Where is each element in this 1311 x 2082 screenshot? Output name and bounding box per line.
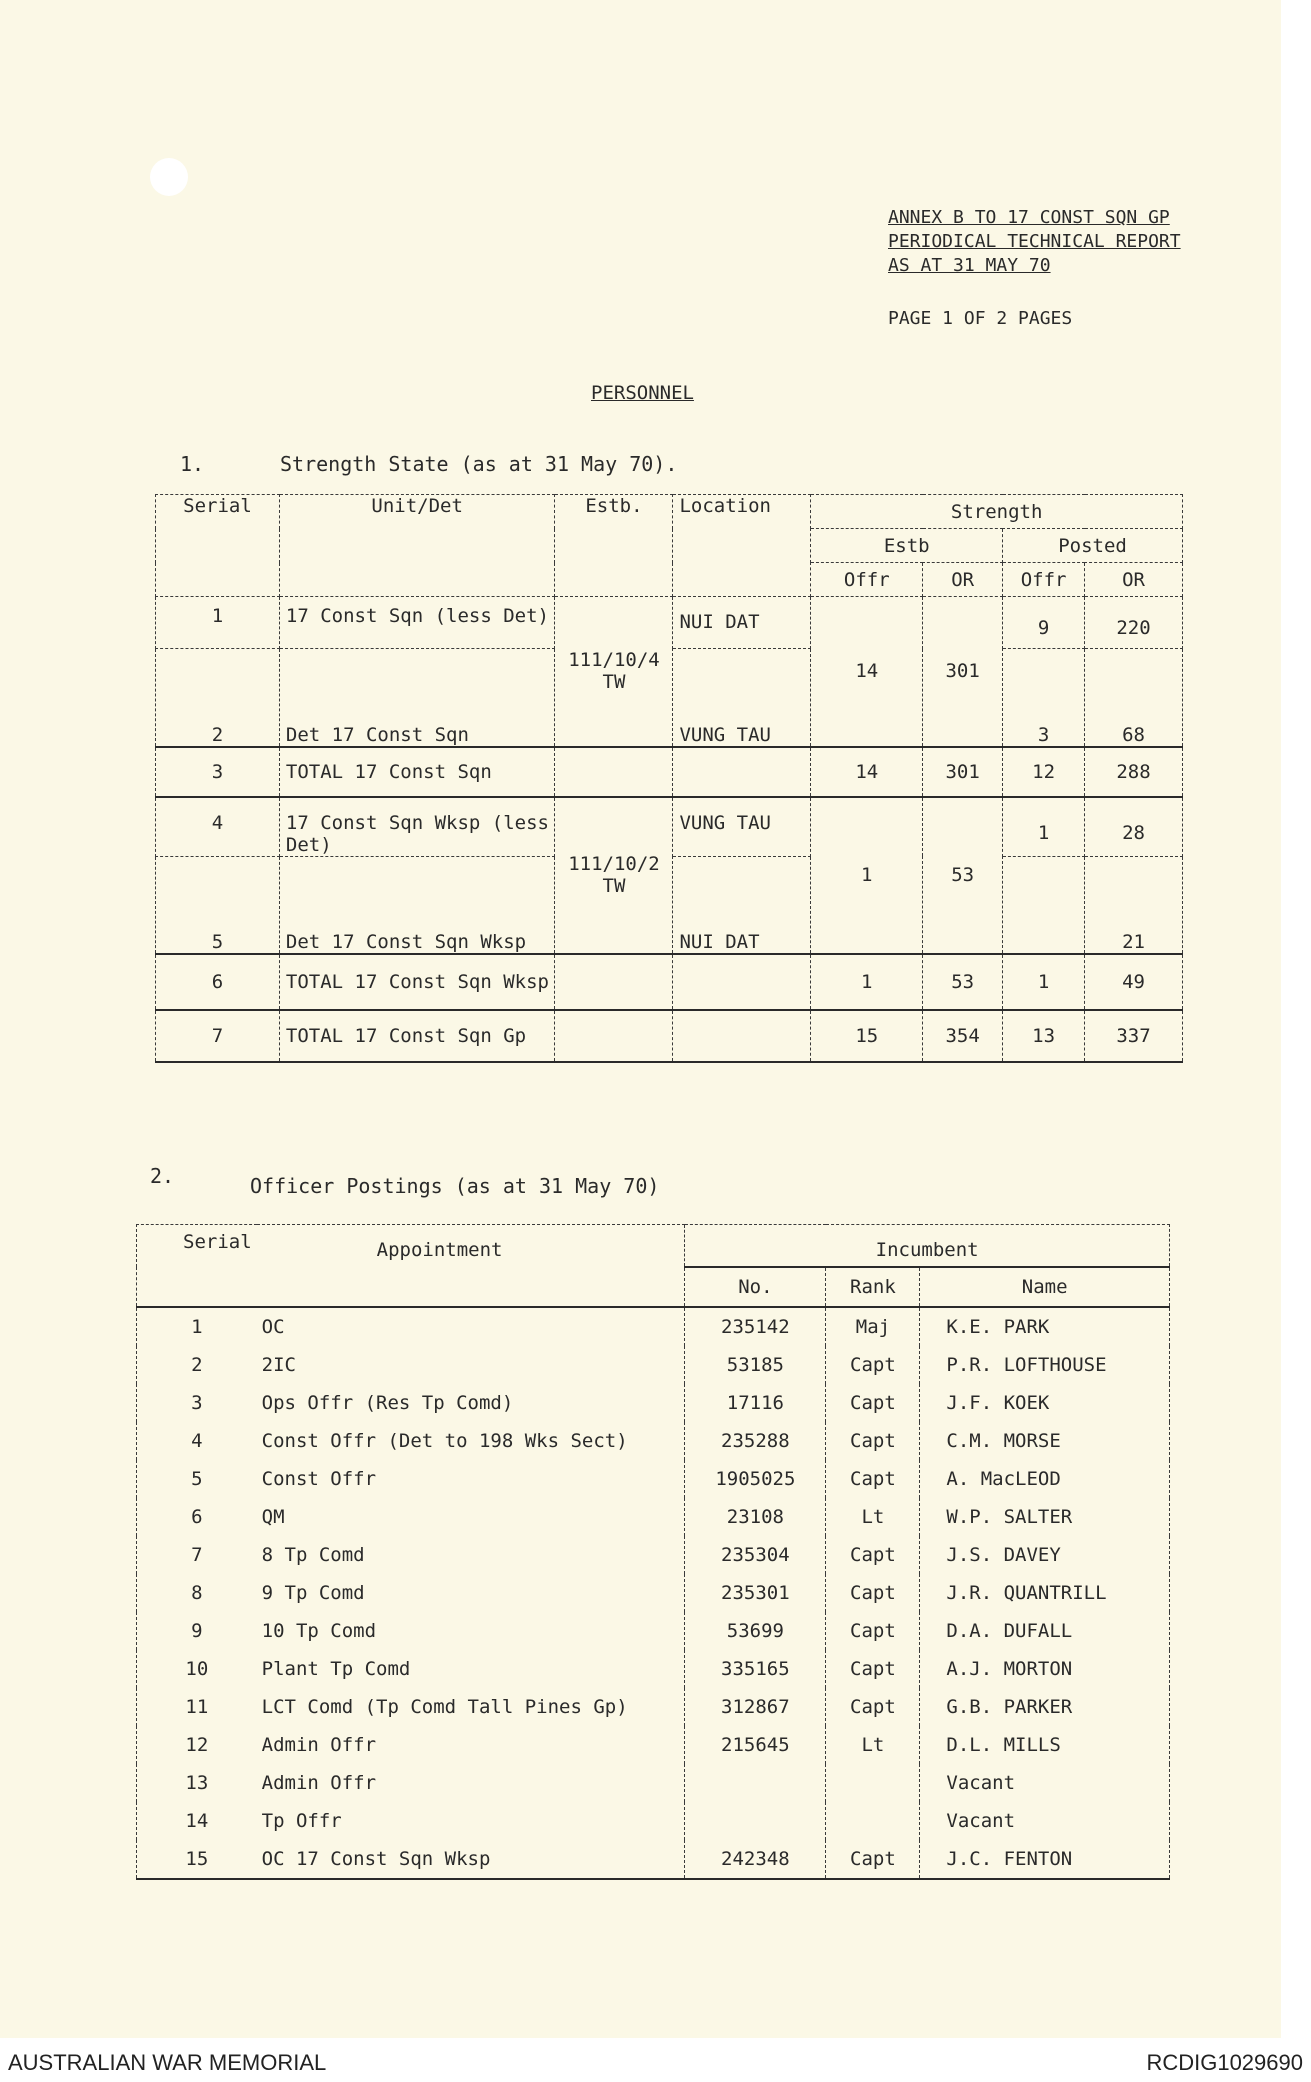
serial-cell: 10 [137, 1650, 257, 1688]
strength-state-table [155, 494, 1183, 1063]
estb-cell: 111/10/4 TW [555, 597, 673, 747]
rank-cell: Capt [826, 1612, 920, 1650]
table-row [137, 1650, 1170, 1688]
serial-cell: 4 [156, 797, 280, 857]
header-spacer [257, 1267, 685, 1307]
serial-cell: 13 [137, 1764, 257, 1802]
footer-left: AUSTRALIAN WAR MEMORIAL [8, 2050, 327, 2075]
table-row [137, 1536, 1170, 1574]
table-row [137, 1612, 1170, 1650]
service-number-cell: 235142 [685, 1307, 826, 1346]
serial-cell: 12 [137, 1726, 257, 1764]
name-cell: G.B. PARKER [920, 1688, 1170, 1726]
appointment-cell: 8 Tp Comd [261, 1543, 365, 1566]
appointment-cell: OC [261, 1315, 285, 1338]
rank-cell: Lt [826, 1498, 920, 1536]
unit-cell: 17 Const Sqn Wksp (less Det) [279, 797, 555, 857]
estb-offr-cell: 14 [811, 747, 923, 797]
location-cell [673, 954, 811, 1010]
serial-cell: 11 [137, 1688, 257, 1726]
name-cell: J.C. FENTON [920, 1840, 1170, 1879]
posted-offr-cell [1003, 856, 1085, 954]
posted-or-cell: 288 [1085, 747, 1183, 797]
header-serial: Serial [156, 495, 280, 597]
name-cell: J.S. DAVEY [920, 1536, 1170, 1574]
table-row [137, 1688, 1170, 1726]
header-strength: Strength [811, 495, 1183, 529]
table-row [137, 1346, 1170, 1384]
service-number-cell: 53185 [685, 1346, 826, 1384]
header-posted-or: OR [1085, 563, 1183, 597]
estb-or-cell: 53 [923, 954, 1003, 1010]
estb-offr-cell: 1 [811, 797, 923, 955]
table-row [137, 1422, 1170, 1460]
posted-offr-cell: 9 [1003, 597, 1085, 649]
estb-offr-cell: 1 [811, 954, 923, 1010]
section-2-heading: Officer Postings (as at 31 May 70) [250, 1174, 660, 1198]
name-cell: A. MacLEOD [920, 1460, 1170, 1498]
serial-cell: 3 [156, 747, 280, 797]
serial-cell: 6 [137, 1498, 257, 1536]
estb-cell [555, 1010, 673, 1062]
service-number-cell: 1905025 [685, 1460, 826, 1498]
unit-cell: TOTAL 17 Const Sqn Gp [279, 1010, 555, 1062]
table-row [137, 1840, 1170, 1879]
serial-cell: 1 [156, 597, 280, 649]
posted-or-cell: 220 [1085, 597, 1183, 649]
unit-cell: 17 Const Sqn (less Det) [279, 597, 555, 649]
estb-or-cell: 53 [923, 797, 1003, 955]
service-number-cell: 23108 [685, 1498, 826, 1536]
service-number-cell: 335165 [685, 1650, 826, 1688]
table-row [137, 1574, 1170, 1612]
table-row [137, 1802, 1170, 1840]
name-cell: J.R. QUANTRILL [920, 1574, 1170, 1612]
header-estb-or: OR [923, 563, 1003, 597]
serial-cell: 6 [156, 954, 280, 1010]
serial-cell: 9 [137, 1612, 257, 1650]
posted-or-cell: 28 [1085, 797, 1183, 857]
header-estb: Estb. [555, 495, 673, 597]
unit-cell: Det 17 Const Sqn [279, 649, 555, 747]
posted-or-cell: 49 [1085, 954, 1183, 1010]
name-cell: C.M. MORSE [920, 1422, 1170, 1460]
unit-cell: Det 17 Const Sqn Wksp [279, 856, 555, 954]
appointment-cell: OC 17 Const Sqn Wksp [257, 1840, 685, 1879]
annex-line: AS AT 31 MAY 70 [888, 255, 1051, 276]
appointment-cell: Admin Offr [261, 1771, 377, 1794]
rank-cell: Capt [826, 1536, 920, 1574]
table-row [137, 1764, 1170, 1802]
name-cell: A.J. MORTON [920, 1650, 1170, 1688]
appointment-cell: Const Offr (Det to 198 Wks Sect) [261, 1429, 628, 1452]
appointment-cell: 10 Tp Comd [261, 1619, 377, 1642]
serial-cell: 7 [156, 1010, 280, 1062]
location-cell: NUI DAT [673, 856, 811, 954]
name-cell: W.P. SALTER [920, 1498, 1170, 1536]
rank-cell: Capt [826, 1688, 920, 1726]
serial-cell: 2 [156, 649, 280, 747]
serial-cell: 5 [156, 856, 280, 954]
estb-or-cell: 301 [923, 597, 1003, 747]
rank-cell: Maj [826, 1307, 920, 1346]
appointment-cell: QM [261, 1505, 285, 1528]
postings-body [137, 1307, 1170, 1879]
section-1-number: 1. [180, 452, 205, 476]
name-cell: D.L. MILLS [920, 1726, 1170, 1764]
header-location: Location [673, 495, 811, 597]
header-name: Name [920, 1267, 1170, 1307]
header-posted-offr: Offr [1003, 563, 1085, 597]
header-estb-offr: Offr [811, 563, 923, 597]
location-cell [673, 1010, 811, 1062]
serial-cell: 8 [137, 1574, 257, 1612]
table-row [137, 1726, 1170, 1764]
rank-cell: Capt [826, 1650, 920, 1688]
header-serial: Serial [137, 1225, 257, 1267]
header-posted: Posted [1003, 529, 1183, 563]
officer-postings-table [136, 1224, 1170, 1880]
header-no: No. [685, 1267, 826, 1307]
service-number-cell: 53699 [685, 1612, 826, 1650]
estb-offr-cell: 14 [811, 597, 923, 747]
serial-cell: 4 [137, 1422, 257, 1460]
footer-right: RCDIG1029690 [1146, 2050, 1303, 2075]
table-row [137, 1384, 1170, 1422]
punch-hole [150, 158, 188, 196]
annex-line: ANNEX B TO 17 CONST SQN GP [888, 207, 1170, 228]
appointment-cell: Const Offr [261, 1467, 377, 1490]
posted-or-cell: 68 [1085, 649, 1183, 747]
name-cell: K.E. PARK [920, 1307, 1170, 1346]
section-1-heading: Strength State (as at 31 May 70). [280, 452, 678, 476]
unit-cell: TOTAL 17 Const Sqn [279, 747, 555, 797]
posted-offr-cell: 12 [1003, 747, 1085, 797]
annex-line: PERIODICAL TECHNICAL REPORT [888, 231, 1181, 252]
page-title: PERSONNEL [591, 382, 694, 404]
estb-cell: 111/10/2 TW [555, 797, 673, 955]
table-row [137, 1307, 1170, 1346]
estb-or-cell: 301 [923, 747, 1003, 797]
appointment-cell: Ops Offr (Res Tp Comd) [261, 1391, 514, 1414]
service-number-cell: 312867 [685, 1688, 826, 1726]
posted-offr-cell: 1 [1003, 797, 1085, 857]
appointment-cell: Tp Offr [261, 1809, 342, 1832]
rank-cell: Capt [826, 1460, 920, 1498]
estb-cell [555, 954, 673, 1010]
posted-offr-cell: 3 [1003, 649, 1085, 747]
service-number-cell [685, 1764, 826, 1802]
estb-or-cell: 354 [923, 1010, 1003, 1062]
table-row [137, 1460, 1170, 1498]
serial-cell: 15 [137, 1840, 257, 1879]
service-number-cell: 215645 [685, 1726, 826, 1764]
location-cell: VUNG TAU [673, 649, 811, 747]
serial-cell: 2 [137, 1346, 257, 1384]
service-number-cell: 17116 [685, 1384, 826, 1422]
name-cell: Vacant [920, 1802, 1170, 1840]
appointment-cell: 2IC [261, 1353, 296, 1376]
appointment-cell: Plant Tp Comd [261, 1657, 411, 1680]
header-rank: Rank [826, 1267, 920, 1307]
section-2-number: 2. [150, 1164, 175, 1188]
estb-cell [555, 747, 673, 797]
posted-offr-cell: 13 [1003, 1010, 1085, 1062]
header-unit: Unit/Det [279, 495, 555, 597]
service-number-cell: 235304 [685, 1536, 826, 1574]
name-cell: P.R. LOFTHOUSE [920, 1346, 1170, 1384]
rank-cell [826, 1802, 920, 1840]
annex-reference [888, 206, 1181, 278]
header-appointment: Appointment [257, 1225, 685, 1267]
location-cell: NUI DAT [673, 597, 811, 649]
appointment-cell: LCT Comd (Tp Comd Tall Pines Gp) [261, 1695, 628, 1718]
serial-cell: 5 [137, 1460, 257, 1498]
posted-or-cell: 21 [1085, 856, 1183, 954]
header-incumbent: Incumbent [685, 1225, 1170, 1267]
appointment-cell: 9 Tp Comd [261, 1581, 365, 1604]
serial-cell: 14 [137, 1802, 257, 1840]
appointment-cell: Admin Offr [261, 1733, 377, 1756]
location-cell: VUNG TAU [673, 797, 811, 857]
location-cell [673, 747, 811, 797]
rank-cell: Capt [826, 1840, 920, 1879]
estb-offr-cell: 15 [811, 1010, 923, 1062]
rank-cell: Lt [826, 1726, 920, 1764]
header-spacer [137, 1267, 257, 1307]
page-number: PAGE 1 OF 2 PAGES [888, 308, 1073, 329]
service-number-cell: 235288 [685, 1422, 826, 1460]
service-number-cell: 242348 [685, 1840, 826, 1879]
header-estb-sub: Estb [811, 529, 1003, 563]
service-number-cell: 235301 [685, 1574, 826, 1612]
name-cell: J.F. KOEK [920, 1384, 1170, 1422]
serial-cell: 3 [137, 1384, 257, 1422]
rank-cell: Capt [826, 1384, 920, 1422]
serial-cell: 7 [137, 1536, 257, 1574]
posted-offr-cell: 1 [1003, 954, 1085, 1010]
name-cell: Vacant [920, 1764, 1170, 1802]
rank-cell [826, 1764, 920, 1802]
unit-cell: TOTAL 17 Const Sqn Wksp [279, 954, 555, 1010]
name-cell: D.A. DUFALL [920, 1612, 1170, 1650]
table-row [137, 1498, 1170, 1536]
rank-cell: Capt [826, 1422, 920, 1460]
serial-cell: 1 [137, 1307, 257, 1346]
service-number-cell [685, 1802, 826, 1840]
rank-cell: Capt [826, 1346, 920, 1384]
posted-or-cell: 337 [1085, 1010, 1183, 1062]
rank-cell: Capt [826, 1574, 920, 1612]
